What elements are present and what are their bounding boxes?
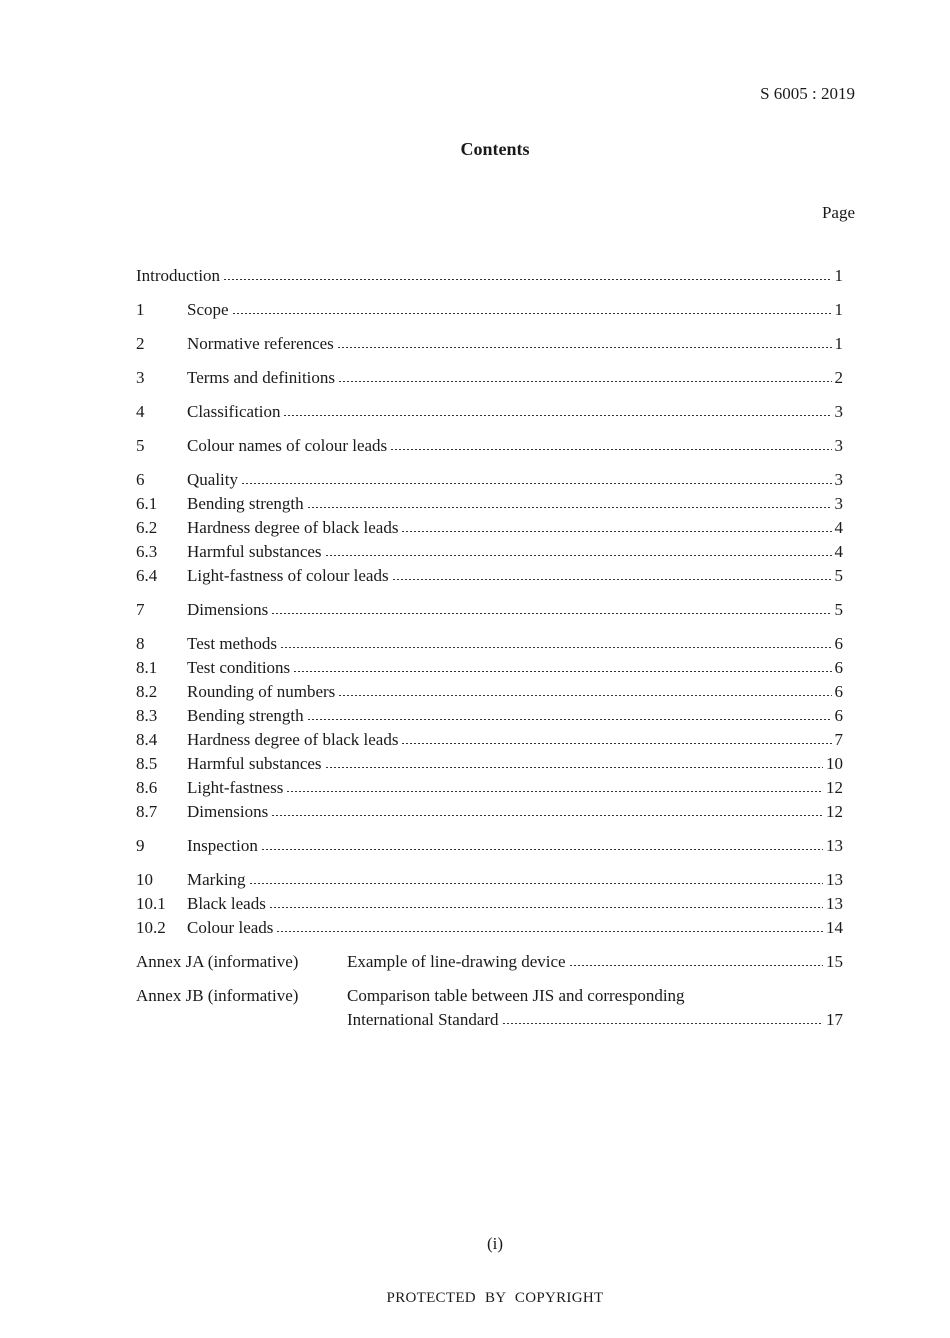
- toc-entry-label: Scope: [187, 300, 229, 319]
- toc-annex-entry[interactable]: [136, 951, 843, 973]
- toc-entry-number: 9: [136, 836, 145, 855]
- toc-entry-number: 6: [136, 470, 145, 489]
- toc-entry[interactable]: [136, 705, 843, 727]
- dot-leader: [283, 415, 831, 416]
- toc-entry-number: 8.5: [136, 754, 158, 773]
- toc-entry[interactable]: [136, 633, 843, 655]
- toc-entry[interactable]: [136, 541, 843, 563]
- toc-entry[interactable]: [136, 917, 843, 939]
- dot-leader: [271, 815, 823, 816]
- toc-entry-page: 13: [826, 870, 843, 889]
- toc-entry-number: 6.2: [136, 518, 158, 537]
- copyright-notice: PROTECTED BY COPYRIGHT: [386, 1290, 604, 1306]
- toc-entry-label: Black leads: [187, 894, 266, 913]
- toc-entry-number: 5: [136, 436, 145, 455]
- toc-entry-number: 2: [136, 334, 145, 353]
- annex-label: Annex JB (informative): [136, 986, 299, 1005]
- toc-entry[interactable]: [136, 869, 843, 891]
- toc-entry-page: 3: [834, 494, 843, 513]
- toc-entry-page: 17: [826, 1010, 843, 1029]
- dot-leader: [271, 613, 831, 614]
- toc-entry-page: 5: [834, 600, 843, 619]
- page-title: Contents: [460, 139, 530, 159]
- toc-entry-page: 6: [834, 658, 843, 677]
- toc-entry-page: 14: [826, 918, 843, 937]
- dot-leader: [223, 279, 831, 280]
- dot-leader: [325, 555, 832, 556]
- toc-entry[interactable]: [136, 835, 843, 857]
- toc-entry-label: Terms and definitions: [187, 368, 336, 387]
- toc-entry-label: Rounding of numbers: [187, 682, 336, 701]
- toc-entry-label: Marking: [187, 870, 246, 889]
- toc-entry-label: Hardness degree of black leads: [187, 518, 399, 537]
- toc-entry-label: Colour leads: [187, 918, 274, 937]
- toc-entry-number: 3: [136, 368, 145, 387]
- toc-entry-page: 12: [826, 802, 843, 821]
- dot-leader: [338, 695, 831, 696]
- dot-leader: [338, 381, 831, 382]
- toc-entry[interactable]: [136, 801, 843, 823]
- toc-entry-page: 7: [834, 730, 843, 749]
- dot-leader: [307, 719, 832, 720]
- dot-leader: [390, 449, 831, 450]
- toc-entry-label: Harmful substances: [187, 542, 322, 561]
- toc-entry-label: Classification: [187, 402, 281, 421]
- toc-entry-number: 6.3: [136, 542, 158, 561]
- dot-leader: [502, 1023, 823, 1024]
- toc-entry-label: Test conditions: [187, 658, 291, 677]
- toc-entry-number: 8.7: [136, 802, 158, 821]
- toc-entry[interactable]: [136, 657, 843, 679]
- toc-entry-number: 8.2: [136, 682, 158, 701]
- toc-entry-number: 8.6: [136, 778, 158, 797]
- toc-entry[interactable]: [136, 517, 843, 539]
- annex-label: Annex JA (informative): [136, 952, 299, 971]
- toc-entry-number: 10.2: [136, 918, 166, 937]
- toc-entry-number: 8.3: [136, 706, 158, 725]
- dot-leader: [401, 531, 831, 532]
- toc-entry[interactable]: [136, 729, 843, 751]
- toc-entry-label: Light-fastness of colour leads: [187, 566, 389, 585]
- toc-entry-number: 6.1: [136, 494, 158, 513]
- dot-leader: [392, 579, 832, 580]
- page-column-label: Page: [821, 203, 855, 222]
- dot-leader: [249, 883, 823, 884]
- dot-leader: [401, 743, 831, 744]
- toc-entry-number: 8.4: [136, 730, 158, 749]
- dot-leader: [276, 931, 823, 932]
- toc-entry-page: 13: [826, 894, 843, 913]
- toc-entry-page: 1: [834, 334, 843, 353]
- toc-entry-label: Hardness degree of black leads: [187, 730, 399, 749]
- dot-leader: [269, 907, 823, 908]
- toc-entry-label: Bending strength: [187, 706, 304, 725]
- annex-title: Comparison table between JIS and corresponding: [347, 986, 685, 1005]
- page-folio: (i): [486, 1234, 504, 1253]
- dot-leader: [286, 791, 823, 792]
- dot-leader: [325, 767, 823, 768]
- dot-leader: [280, 647, 832, 648]
- toc-entry-label: Test methods: [187, 634, 277, 653]
- toc-entry-page: 4: [834, 542, 843, 561]
- dot-leader: [293, 671, 831, 672]
- toc-entry-number: 8: [136, 634, 145, 653]
- toc-entry[interactable]: [136, 435, 843, 457]
- toc-entry-number: 10: [136, 870, 153, 889]
- toc-entry-label: Colour names of colour leads: [187, 436, 388, 455]
- dot-leader: [337, 347, 832, 348]
- toc-entry[interactable]: [136, 493, 843, 515]
- toc-entry[interactable]: [136, 565, 843, 587]
- toc-entry-page: 3: [834, 402, 843, 421]
- dot-leader: [261, 849, 823, 850]
- toc-entry-page: 4: [834, 518, 843, 537]
- toc-entry-page: 6: [834, 706, 843, 725]
- dot-leader: [241, 483, 832, 484]
- toc-entry-page: 1: [834, 300, 843, 319]
- toc-entry-label: Harmful substances: [187, 754, 322, 773]
- annex-title: Example of line-drawing device: [347, 952, 566, 971]
- toc-entry-page: 3: [834, 470, 843, 489]
- toc-entry[interactable]: [136, 893, 843, 915]
- toc-entry-page: 2: [834, 368, 843, 387]
- toc-entry-number: 7: [136, 600, 145, 619]
- standard-id: S 6005 : 2019: [760, 84, 855, 103]
- toc-entry-page: 6: [834, 634, 843, 653]
- toc-entry-number: 10.1: [136, 894, 166, 913]
- toc-entry[interactable]: [136, 265, 843, 287]
- toc-entry-number: 4: [136, 402, 145, 421]
- toc-entry-label: Introduction: [136, 266, 221, 285]
- toc-entry-label: Dimensions: [187, 600, 269, 619]
- toc-entry-page: 6: [834, 682, 843, 701]
- toc-entry-number: 1: [136, 300, 145, 319]
- toc-entry[interactable]: [136, 367, 843, 389]
- toc-entry[interactable]: [136, 401, 843, 423]
- toc-entry[interactable]: [136, 599, 843, 621]
- toc-entry[interactable]: [136, 777, 843, 799]
- toc-entry-page: 3: [834, 436, 843, 455]
- toc-entry[interactable]: [136, 681, 843, 703]
- toc-entry-page: 10: [826, 754, 843, 773]
- toc-entry-label: Light-fastness: [187, 778, 284, 797]
- toc-annex-entry[interactable]: [136, 985, 843, 1007]
- toc-entry-label: Inspection: [187, 836, 258, 855]
- dot-leader: [232, 313, 832, 314]
- annex-title-continued: International Standard: [347, 1010, 499, 1029]
- toc-entry-page: 15: [826, 952, 843, 971]
- toc-entry-page: 12: [826, 778, 843, 797]
- toc-entry[interactable]: [136, 753, 843, 775]
- toc-entry-label: Dimensions: [187, 802, 269, 821]
- dot-leader: [307, 507, 832, 508]
- toc-entry-number: 8.1: [136, 658, 158, 677]
- toc-entry-label: Bending strength: [187, 494, 304, 513]
- toc-entry-page: 5: [834, 566, 843, 585]
- toc-entry-label: Quality: [187, 470, 238, 489]
- dot-leader: [569, 965, 823, 966]
- toc-entry[interactable]: [136, 333, 843, 355]
- toc-entry-page: 13: [826, 836, 843, 855]
- toc-entry-page: 1: [834, 266, 843, 285]
- toc-entry-number: 6.4: [136, 566, 158, 585]
- toc-entry[interactable]: [136, 299, 843, 321]
- toc-annex-entry-continued[interactable]: [136, 1009, 843, 1031]
- toc-entry-label: Normative references: [187, 334, 334, 353]
- toc-entry[interactable]: [136, 469, 843, 491]
